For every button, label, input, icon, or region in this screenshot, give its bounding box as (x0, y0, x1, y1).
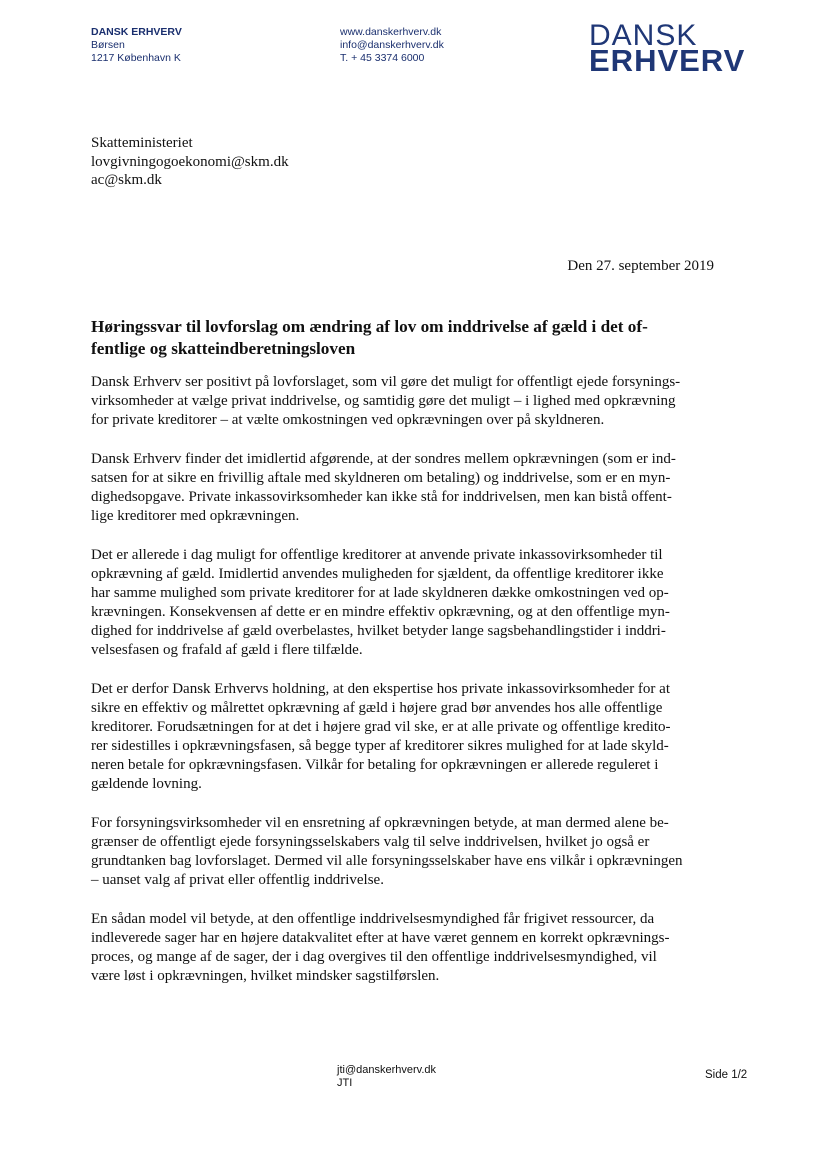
paragraph-line: En sådan model vil betyde, at den offentlige inddrivelsesmyndighed får frigivet ressourcer, da (91, 911, 655, 927)
paragraph-2 (91, 450, 731, 526)
paragraph-line: gældende lovning. (91, 776, 202, 792)
paragraph-line: proces, og mange af de sager, der i dag overgives til den offentlige inddrivelsesmyndighed, vil (91, 949, 657, 965)
paragraph-line: sikre en effektiv og målrettet opkrævning af gæld i højere grad bør anvendes hos alle offentlige (91, 700, 663, 716)
paragraph-line: har samme mulighed som private kreditorer for at lade skyldneren dække omkostningen ved op- (91, 585, 669, 601)
company-name: DANSK ERHVERV (91, 26, 182, 38)
footer-initials: JTI (337, 1077, 353, 1089)
paragraph-line: Det er derfor Dansk Erhvervs holdning, at den ekspertise hos private inkassovirksomheder for at (91, 681, 671, 697)
sender-contact (340, 26, 444, 65)
footer-contact (337, 1064, 436, 1090)
logo-line-2: ERHVERV (589, 43, 746, 78)
page-number: Side 1/2 (705, 1069, 748, 1081)
title-line-1: Høringssvar til lovforslag om ændring af lov om inddrivelse af gæld i det of- (91, 317, 648, 336)
letter-date: Den 27. september 2019 (567, 258, 714, 274)
paragraph-line: dighedsopgave. Private inkassovirksomheder kan ikke stå for inddrivelsen, men kan bistå offent- (91, 489, 672, 505)
logo-line-1: DANSK (589, 19, 698, 52)
website-link[interactable]: www.danskerhverv.dk (340, 26, 442, 38)
recipient-block (91, 134, 289, 190)
paragraph-line: dighed for inddrivelse af gæld overbelastes, hvilket betyder lange sagsbehandlingstider i inddri- (91, 623, 666, 639)
paragraph-line: grundtanken bag lovforslaget. Dermed vil alle forsyningsselskaber have ens vilkår i opkrævningen (91, 853, 683, 869)
phone-number: T. + 45 3374 6000 (340, 52, 425, 64)
recipient-name: Skatteministeriet (91, 135, 193, 151)
address-line-1: Børsen (91, 39, 125, 51)
paragraph-3 (91, 546, 731, 660)
letter-title (91, 316, 731, 360)
recipient-email-2[interactable]: ac@skm.dk (91, 172, 162, 188)
paragraph-line: opkrævning af gæld. Imidlertid anvendes muligheden for sjældent, da offentlige kreditorer ikke (91, 566, 664, 582)
paragraph-line: Dansk Erhverv ser positivt på lovforslaget, som vil gøre det muligt for offentligt ejede forsynings- (91, 374, 681, 390)
paragraph-line: rer sidestilles i opkrævningsfasen, så begge typer af kreditorer sikres mulighed for at lade skyld- (91, 738, 669, 754)
paragraph-line: krævningen. Konsekvensen af dette er en mindre effektiv opkrævning, og at den offentlige myn- (91, 604, 670, 620)
paragraph-1 (91, 373, 731, 430)
address-line-2: 1217 København K (91, 52, 181, 64)
paragraph-line: neren betale for opkrævningsfasen. Vilkår for betaling for opkrævningen er allerede reguleret i (91, 757, 659, 773)
recipient-email-1[interactable]: lovgivningogoekonomi@skm.dk (91, 153, 289, 170)
paragraph-line: velsesfasen og frafald af gæld i flere tilfælde. (91, 642, 363, 658)
email-link[interactable]: info@danskerhverv.dk (340, 39, 444, 51)
paragraph-line: satsen for at sikre en frivillig aftale med skyldneren om betaling) og inddrivelse, som er en myn- (91, 470, 671, 486)
sender-address (91, 26, 182, 65)
paragraph-line: Dansk Erhverv finder det imidlertid afgørende, at der sondres mellem opkrævningen (som er ind- (91, 451, 676, 467)
paragraph-4 (91, 680, 731, 794)
paragraph-line: virksomheder at vælge privat inddrivelse, og samtidig gøre det muligt – i lighed med opkrævning (91, 393, 676, 409)
paragraph-line: lige kreditorer med opkrævningen. (91, 508, 300, 524)
company-logo (589, 21, 745, 76)
paragraph-line: for private kreditorer – at vælte omkostningen ved opkrævningen over på skyldneren. (91, 412, 605, 428)
paragraph-line: Det er allerede i dag muligt for offentlige kreditorer at anvende private inkassovirksomheder til (91, 547, 663, 563)
paragraph-5 (91, 814, 731, 890)
paragraph-line: – uanset valg af privat eller offentlig inddrivelse. (91, 872, 384, 888)
paragraph-line: grænser de offentligt ejede forsyningsselskabers valg til selve inddrivelsen, hvilket jo også er (91, 834, 650, 850)
paragraph-line: kreditorer. Forudsætningen for at det i højere grad vil ske, er at alle private og offentlige kredito- (91, 719, 671, 735)
footer-email[interactable]: jti@danskerhverv.dk (337, 1064, 436, 1076)
title-line-2: fentlige og skatteindberetningsloven (91, 339, 356, 358)
paragraph-6 (91, 910, 731, 986)
paragraph-line: For forsyningsvirksomheder vil en ensretning af opkrævningen betyde, at man dermed alene be- (91, 815, 669, 831)
paragraph-line: være løst i opkrævningen, hvilket mindsker sagstilførslen. (91, 968, 440, 984)
paragraph-line: indleverede sager har en højere datakvalitet efter at have været gennem en korrekt opkrævnings- (91, 930, 670, 946)
letter-body (91, 373, 731, 1006)
